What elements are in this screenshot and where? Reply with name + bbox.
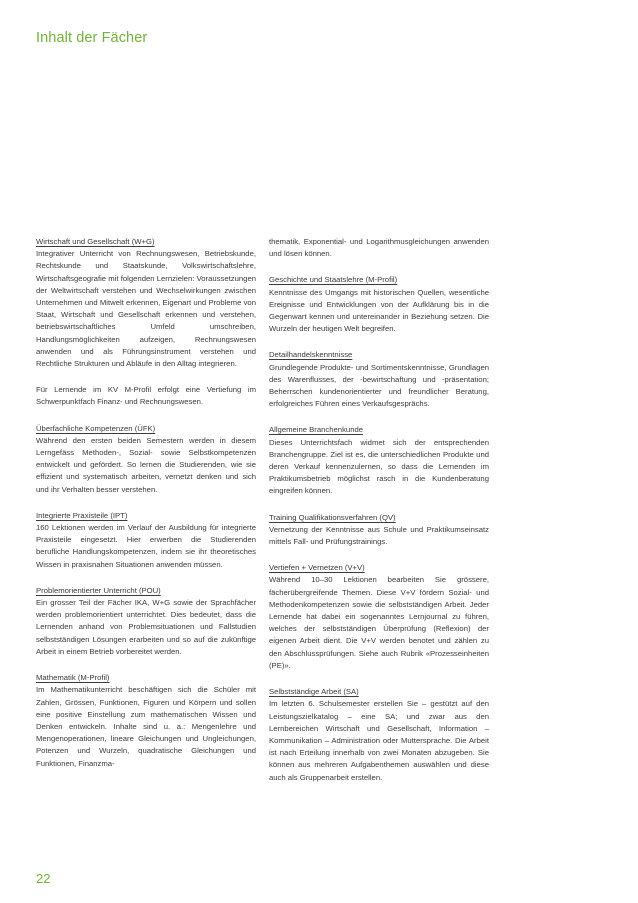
section-text: Dieses Unterrichtsfach widmet sich der entsprechenden Branchengruppe. Ziel ist es, die unterschiedlichen Produkte und deren Verkauf kennenzulernen, so dass die Lernenden im Praktikumsbetrieb möglichst rasch in die Kundenberatung eingreifen können.: [269, 437, 489, 496]
section-text: Im Mathematikunterricht beschäftigen sich die Schüler mit Zahlen, Grössen, Funktionen, Figuren und Körpern und sollen eine positive Einstellung zum mathematischen Wissen und Denken entwickeln. Inhalte sind u. a.: Mengenlehre und Mengenoperationen, lineare Gleichungen und Ungleichungen, Potenzen und Wurzeln, quadratische Gleichungen und Funktionen, Finanzma-: [36, 685, 256, 768]
section-heading: Mathematik (M-Profil): [36, 673, 110, 683]
section-vertiefen-vernetzen: [269, 562, 489, 672]
section-heading: Vertiefen + Vernetzen (V+V): [269, 563, 365, 573]
page-number: 22: [36, 871, 51, 886]
section-heading: Überfachliche Kompetenzen (ÜFK): [36, 423, 156, 433]
section-text: Kenntnisse des Umgangs mit historischen Quellen, wesentliche Ereignisse und Entwicklungen von der Aufklärung bis in die Gegenwart kennen und untereinander in Beziehung setzen. Die Wurzeln der heutigen Welt begreifen.: [269, 287, 489, 334]
section-geschichte-staatslehre: [269, 274, 489, 335]
section-wirtschaft-gesellschaft: [36, 236, 256, 370]
section-text: Ein grosser Teil der Fächer IKA, W+G sowie der Sprachfächer werden problemorientiert unterrichtet. Dies bedeutet, dass die Lernenden anhand von Problemsituationen und Fallstudien selbstständigen Lösungen erarbeiten und so auf die zukünftige Arbeit in einem Betrieb vorbereitet werden.: [36, 598, 256, 656]
section-heading: Geschichte und Staatslehre (M-Profil): [269, 275, 398, 285]
section-selbststaendige-arbeit: [269, 686, 489, 784]
left-column: [36, 236, 256, 784]
section-text: Grundlegende Produkte- und Sortimentskenntnisse, Grundlagen des Warenflusses, der -bewirtschaftung und -präsentation; Beherrschen kundenorientierter und freundlicher Beratung, erfolgreiches Führen eines Verkaufsgesprächs.: [269, 362, 489, 409]
section-text: Während den ersten beiden Semestern werden in diesem Lerngefäss Methoden-, Sozial- sowie Selbstkompetenzen entwickelt und gefördert. So lernen die Studierenden, wie sie effizient und systematisch arbeiten, vernetzt denken und sich und ihr Verhalten besser verstehen.: [36, 435, 256, 494]
section-heading: Wirtschaft und Gesellschaft (W+G): [36, 237, 155, 246]
section-pou: [36, 585, 256, 658]
section-text: Im letzten 6. Schulsemester erstellen Sie – gestützt auf den Leistungszielkatalog – eine SA; und zwar aus den Lernbereichen Wirtschaft und Gesellschaft, Information – Kommunikation – Administration oder Muttersprache. Die Arbeit ist nach Erteilung innerhalb von zwei Monaten abzugeben. Sie können aus mehreren Aufgabenthemen auswählen und diese auch als Gruppenarbeit erstellen.: [269, 699, 489, 782]
section-text: thematik, Exponential- und Logarithmusgleichungen anwenden und lösen können.: [269, 237, 489, 259]
section-heading: Training Qualifikationsverfahren (QV): [269, 512, 396, 522]
section-heading: Detailhandelskenntnisse: [269, 350, 353, 360]
section-training-qv: [269, 512, 489, 549]
section-mathematik: [36, 672, 256, 770]
section-ufk: [36, 423, 256, 496]
section-text: Für Lernende im KV M-Profil erfolgt eine Vertiefung im Schwerpunktfach Finanz- und Rechnungswesen.: [36, 385, 256, 407]
section-ipt: [36, 510, 256, 571]
page-title: Inhalt der Fächer: [36, 30, 148, 46]
section-text: Während 10–30 Lektionen bearbeiten Sie grössere, fächerübergreifende Themen. Diese V+V fördern Sozial- und Methodenkompetenzen sowie die selbstständigen Arbeit. Jeder Lernende hat dabei ein sogenanntes Lernjournal zu führen, welches der selbstständigen Überprüfung (Reflexion) der eigenen Arbeit dient. Die V+V werden benotet und zählen zu den Abschlussprüfungen. Siehe auch Rubrik «Prozesseinheiten (PE)».: [269, 575, 489, 670]
section-heading: Integrierte Praxisteile (IPT): [36, 510, 128, 520]
section-text: Vernetzung der Kenntnisse aus Schule und Praktikumseinsatz mittels Fall- und Prüfungstrainings.: [269, 524, 489, 547]
right-column: [269, 236, 489, 798]
section-mathematik-continued: [269, 236, 489, 260]
section-heading: Allgemeine Branchenkunde: [269, 425, 364, 435]
section-m-profil-note: [36, 384, 256, 408]
section-branchenkunde: [269, 424, 489, 497]
section-heading: Problemorientierter Unterricht (POU): [36, 585, 161, 595]
section-heading: Selbstständige Arbeit (SA): [269, 687, 359, 697]
section-text: 160 Lektionen werden im Verlauf der Ausbildung für integrierte Praxisteile eingesetzt. Hier erwerben die Studierenden berufliche Handlungskompetenzen, indem sie ihr theoretisches Wissen in praxisnahen Situationen anwenden müssen.: [36, 523, 256, 569]
section-detailhandelskenntnisse: [269, 349, 489, 410]
section-text: Integrativer Unterricht von Rechnungswesen, Betriebskunde, Rechtskunde und Staatskunde, Volkswirtschaftslehre, Wirtschaftsgeografie mit folgenden Lernzielen: Voraussetzungen der Weltwirtschaft verstehen und Wechselwirkungen zwischen Unternehmen und Mitwelt erkennen, Eigenart und Probleme von Staat, Wirtschaft und Gesellschaft erkennen und verstehen, betriebswirtschaftliches Umfeld umschreiben, Handlungsmöglichkeiten aufzeigen, Rechnungswesen anwenden und als Führungsinstrument verstehen und Rechtliche Strukturen und Abläufe in den Alltag integrieren.: [36, 249, 256, 369]
